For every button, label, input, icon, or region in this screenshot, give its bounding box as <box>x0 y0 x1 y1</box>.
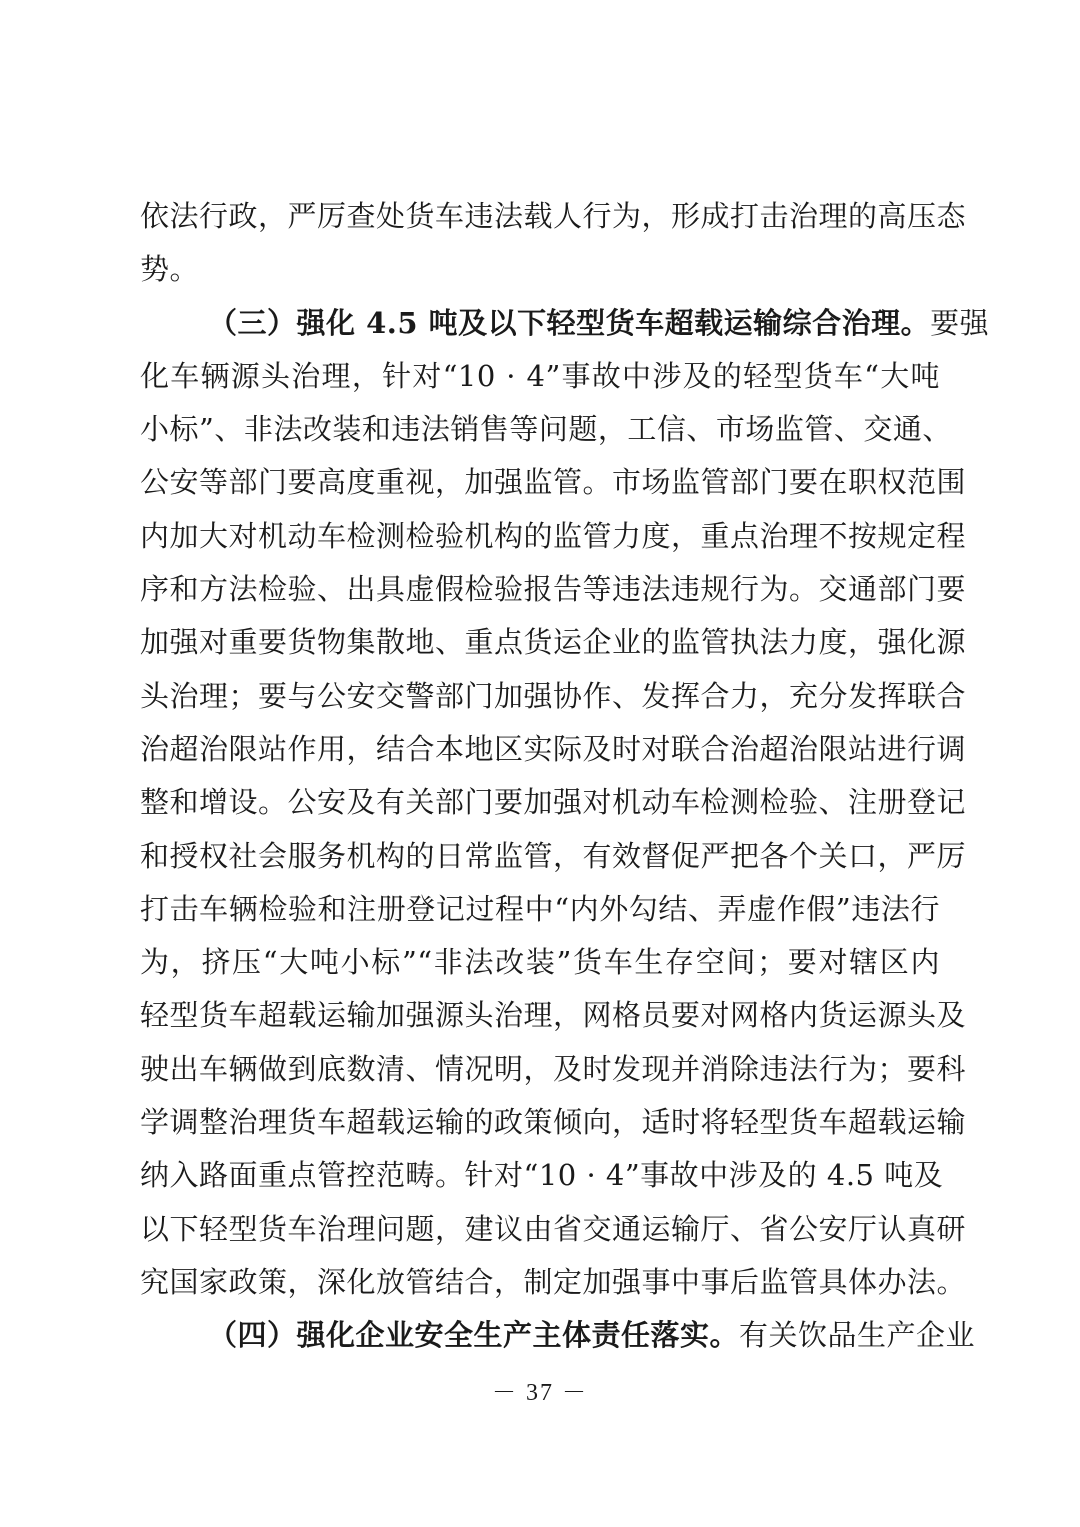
body-text <box>140 190 990 1363</box>
paragraph-line: 序和方法检验、出具虚假检验报告等违法违规行为。交通部门要 <box>140 572 967 607</box>
paragraph-line: 整和增设。公安及有关部门要加强对机动车检测检验、注册登记 <box>140 785 967 820</box>
paragraph-line: 治超治限站作用，结合本地区实际及时对联合治超治限站进行调 <box>140 731 967 766</box>
paragraph-line: 轻型货车超载运输加强源头治理，网格员要对网格内货运源头及 <box>140 998 967 1033</box>
paragraph-line: 学调整治理货车超载运输的政策倾向，适时将轻型货车超载运输 <box>140 1105 967 1140</box>
page-number: － 37 － <box>492 1380 588 1406</box>
paragraph-line: 纳入路面重点管控范畴。针对“10 · 4”事故中涉及的 4.5 吨及 <box>140 1158 944 1193</box>
paragraph-line: 小标”、非法改装和违法销售等问题，工信、市场监管、交通、 <box>140 412 952 447</box>
paragraph-line: 势。 <box>140 252 200 287</box>
paragraph-line: 公安等部门要高度重视，加强监管。市场监管部门要在职权范围 <box>140 465 967 500</box>
paragraph-line: 以下轻型货车治理问题，建议由省交通运输厅、省公安厅认真研 <box>140 1211 967 1246</box>
paragraph-text: 要强 <box>930 305 990 340</box>
paragraph-line: 打击车辆检验和注册登记过程中“内外勾结、弄虚作假”违法行 <box>140 891 940 926</box>
paragraph-text: 有关饮品生产企业 <box>739 1318 976 1353</box>
paragraph-line: 头治理；要与公安交警部门加强协作、发挥合力，充分发挥联合 <box>140 678 967 713</box>
paragraph-line: 和授权社会服务机构的日常监管，有效督促严把各个关口，严厉 <box>140 838 967 873</box>
paragraph-line: 内加大对机动车检测检验机构的监管力度，重点治理不按规定程 <box>140 518 967 553</box>
paragraph-line: 加强对重要货物集散地、重点货运企业的监管执法力度，强化源 <box>140 625 967 660</box>
paragraph-line: 为，挤压“大吨小标”“非法改装”货车生存空间；要对辖区内 <box>140 945 940 980</box>
paragraph-line: 依法行政，严厉查处货车违法载人行为，形成打击治理的高压态 <box>140 199 967 233</box>
paragraph-line: 化车辆源头治理，针对“10 · 4”事故中涉及的轻型货车“大吨 <box>140 358 940 393</box>
section-heading-4: （四）强化企业安全生产主体责任落实。 <box>208 1318 740 1353</box>
section-heading-3: （三）强化 4.5 吨及以下轻型货车超载运输综合治理。 <box>208 305 931 340</box>
section-heading-line <box>140 1309 976 1362</box>
section-heading-line <box>140 297 990 350</box>
paragraph-line: 驶出车辆做到底数清、情况明，及时发现并消除违法行为；要科 <box>140 1051 967 1086</box>
paragraph-line: 究国家政策，深化放管结合，制定加强事中事后监管具体办法。 <box>140 1264 967 1299</box>
